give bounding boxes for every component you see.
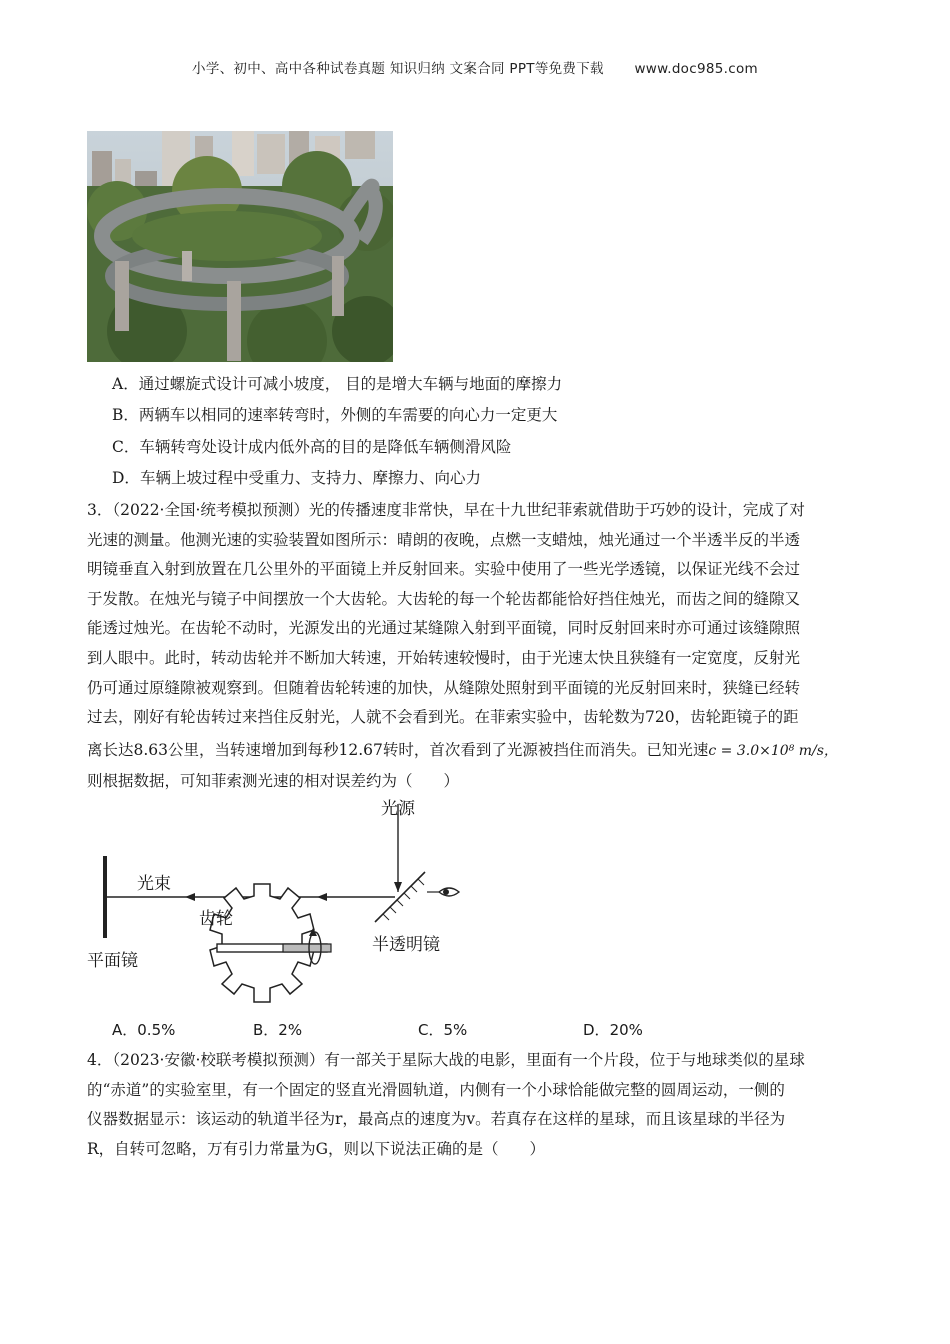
answer-label: D． xyxy=(583,1021,610,1039)
option-text: 车辆上坡过程中受重力、支持力、摩擦力、向心力 xyxy=(139,469,481,487)
answer-text: 5% xyxy=(443,1021,468,1039)
answer-label: C． xyxy=(418,1021,444,1039)
label-half-mirror: 半透明镜 xyxy=(372,935,440,954)
q4-line: R，自转可忽略，万有引力常量为G，则以下说法正确的是（ ） xyxy=(87,1139,546,1158)
q4-line: 4．（2023·安徽·校联考模拟预测）有一部关于星际大战的电影，里面有一个片段，位于与地球类似的星球 xyxy=(87,1051,805,1069)
q3-line: 过去，刚好有轮齿转过来挡住反射光，人就不会看到光。在菲索实验中，齿轮数为720，齿轮距镜子的距 xyxy=(87,708,799,727)
q3-line: 光速的测量。他测光速的实验装置如图所示：晴朗的夜晚，点燃一支蜡烛，烛光通过一个半透半反的半透 xyxy=(87,530,801,549)
label-plane-mirror: 平面镜 xyxy=(87,951,138,970)
option-text: 两辆车以相同的速率转弯时，外侧的车需要的向心力一定更大 xyxy=(138,406,558,424)
q3-line-text: 离长达8.63公里，当转速增加到每秒12.67转时，首次看到了光源被挡住而消失。已知光速 xyxy=(87,740,709,759)
speed-of-light-formula: c = 3.0×10⁸ m/s， xyxy=(708,742,838,759)
answer-text: 0.5% xyxy=(137,1021,176,1039)
q4-line: 的“赤道”的实验室里，有一个固定的竖直光滑圆轨道，内侧有一个小球恰能做完整的圆周运动，一侧的 xyxy=(87,1080,785,1099)
q2-option-d[interactable] xyxy=(112,467,481,489)
answer-label: A． xyxy=(112,1021,138,1039)
option-label: C． xyxy=(112,438,140,456)
q3-line-with-formula xyxy=(87,733,863,767)
option-label: A． xyxy=(112,375,139,393)
option-label: B． xyxy=(112,406,139,424)
fizeau-diagram xyxy=(87,792,467,1008)
spiral-overpass-photo xyxy=(87,131,393,362)
question-3 xyxy=(87,496,863,796)
q3-line: 明镜垂直入射到放置在几公里外的平面镜上并反射回来。实验中使用了一些光学透镜，以保证光线不会过 xyxy=(87,560,801,579)
label-beam: 光束 xyxy=(137,874,171,893)
q3-line: 于发散。在烛光与镜子中间摆放一个大齿轮。大齿轮的每一个轮齿都能恰好挡住烛光，而齿之间的缝隙又 xyxy=(87,589,801,608)
label-light-source: 光源 xyxy=(381,799,415,818)
answer-text: 20% xyxy=(609,1021,643,1039)
q3-answer-b[interactable] xyxy=(253,1019,302,1040)
answer-label: B． xyxy=(253,1021,279,1039)
q3-line: 仍可通过原缝隙被观察到。但随着齿轮转速的加快，从缝隙处照射到平面镜的光反射回来时，狭缝已经转 xyxy=(87,678,801,697)
q2-option-b[interactable] xyxy=(112,404,557,426)
q3-line: 则根据数据，可知菲索测光速的相对误差约为（ ） xyxy=(87,771,460,790)
q4-line: 仪器数据显示：该运动的轨道半径为r，最高点的速度为v。若真存在这样的星球，而且该星球的半径为 xyxy=(87,1110,786,1129)
eye-icon xyxy=(427,888,459,896)
page-header xyxy=(0,57,950,77)
label-gear: 齿轮 xyxy=(199,909,233,928)
q3-answer-d[interactable] xyxy=(583,1019,643,1040)
q3-line: 3．（2022·全国·统考模拟预测）光的传播速度非常快，早在十九世纪菲索就借助于巧妙的设计，完成了对 xyxy=(87,501,805,519)
q3-answer-a[interactable] xyxy=(112,1019,175,1040)
q2-option-c[interactable] xyxy=(112,436,511,458)
q3-answer-c[interactable] xyxy=(418,1019,467,1040)
option-text: 通过螺旋式设计可减小坡度， 目的是增大车辆与地面的摩擦力 xyxy=(138,375,563,393)
question-4 xyxy=(87,1046,863,1164)
header-text: 小学、初中、高中各种试卷真题 知识归纳 文案合同 PPT等免费下载 xyxy=(192,61,604,77)
gear-shape xyxy=(210,884,314,1002)
q3-line: 能透过烛光。在齿轮不动时，光源发出的光通过某缝隙入射到平面镜，同时反射回来时亦可通过该缝隙照 xyxy=(87,619,801,638)
header-url[interactable]: www.doc985.com xyxy=(634,61,758,77)
option-text: 车辆转弯处设计成内低外高的目的是降低车辆侧滑风险 xyxy=(139,438,512,456)
q2-option-a[interactable] xyxy=(112,373,562,395)
answer-text: 2% xyxy=(278,1021,303,1039)
option-label: D． xyxy=(112,469,140,487)
q3-line: 到人眼中。此时，转动齿轮并不断加大转速，开始转速较慢时，由于光速太快且狭缝有一定宽度，反射光 xyxy=(87,648,801,667)
